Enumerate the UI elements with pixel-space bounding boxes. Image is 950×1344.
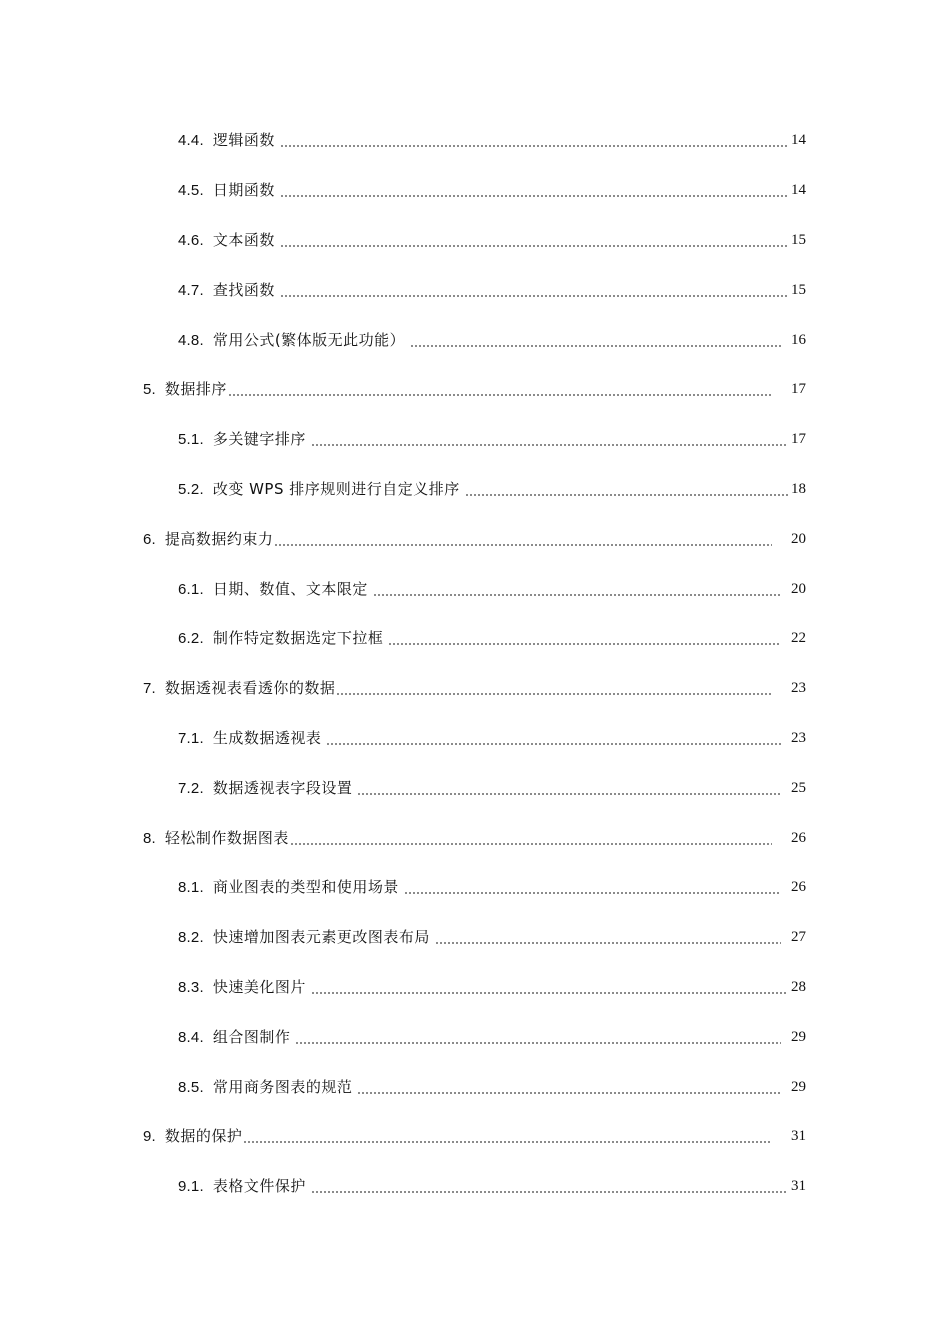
toc-leader-dots	[295, 1030, 781, 1045]
toc-entry-4-4[interactable]	[0, 116, 950, 166]
toc-entry-6-1[interactable]	[0, 564, 950, 614]
toc-leader-dots	[228, 382, 772, 397]
toc-leader-dots	[326, 731, 781, 746]
toc-title: 数据透视表看透你的数据	[164, 679, 336, 698]
toc-entry-7-1[interactable]	[0, 714, 950, 764]
toc-entry-8-3[interactable]	[0, 963, 950, 1013]
toc-page-number: 14	[791, 132, 806, 149]
toc-number: 8.4.	[178, 1028, 204, 1046]
toc-page-number: 31	[791, 1178, 806, 1195]
toc-page-number: 15	[791, 281, 806, 298]
toc-leader-dots	[410, 333, 781, 348]
toc-title: 改变 WPS 排序规则进行自定义排序	[212, 479, 460, 498]
toc-number: 9.	[143, 1128, 156, 1146]
toc-title: 快速美化图片	[212, 977, 306, 996]
toc-entry-7-2[interactable]	[0, 763, 950, 813]
toc-title: 日期、数值、文本限定	[212, 579, 368, 598]
toc-number: 7.1.	[178, 729, 204, 747]
toc-entry-4-6[interactable]	[0, 216, 950, 266]
toc-number: 4.8.	[178, 331, 204, 349]
toc-entry-5-1[interactable]	[0, 415, 950, 465]
toc-leader-dots	[311, 1179, 788, 1194]
toc-page-number: 31	[791, 1128, 806, 1145]
toc-leader-dots	[404, 880, 781, 895]
toc-number: 8.2.	[178, 929, 204, 947]
toc-title: 查找函数	[212, 280, 275, 299]
toc-page-number: 27	[791, 929, 806, 946]
toc-page-number: 26	[791, 829, 806, 846]
toc-title: 逻辑函数	[212, 131, 275, 150]
toc-number: 7.2.	[178, 779, 204, 797]
toc-entry-9[interactable]	[0, 1112, 950, 1162]
toc-leader-dots	[290, 831, 772, 846]
toc-number: 8.5.	[178, 1078, 204, 1096]
toc-leader-dots	[311, 432, 788, 447]
table-of-contents	[0, 116, 950, 1212]
toc-page-number: 23	[791, 729, 806, 746]
toc-number: 8.3.	[178, 978, 204, 996]
toc-title: 提高数据约束力	[164, 529, 274, 548]
toc-title: 数据透视表字段设置	[212, 778, 353, 797]
toc-page-number: 23	[791, 680, 806, 697]
toc-leader-dots	[336, 681, 772, 696]
toc-entry-6[interactable]	[0, 514, 950, 564]
toc-leader-dots	[388, 631, 781, 646]
toc-page-number: 16	[791, 331, 806, 348]
toc-number: 4.4.	[178, 132, 204, 150]
toc-leader-dots	[435, 930, 781, 945]
toc-leader-dots	[243, 1129, 772, 1144]
toc-number: 8.1.	[178, 879, 204, 897]
toc-entry-8-2[interactable]	[0, 913, 950, 963]
toc-entry-6-2[interactable]	[0, 614, 950, 664]
toc-number: 6.2.	[178, 630, 204, 648]
toc-page-number: 17	[791, 431, 806, 448]
toc-title: 商业图表的类型和使用场景	[212, 878, 399, 897]
toc-title: 数据排序	[164, 380, 227, 399]
toc-number: 5.2.	[178, 480, 204, 498]
toc-number: 7.	[143, 680, 156, 698]
toc-leader-dots	[280, 183, 788, 198]
toc-title: 轻松制作数据图表	[164, 828, 289, 847]
toc-title: 表格文件保护	[212, 1177, 306, 1196]
toc-page-number: 26	[791, 879, 806, 896]
toc-title: 组合图制作	[212, 1027, 291, 1046]
toc-number: 4.6.	[178, 231, 204, 249]
toc-number: 8.	[143, 829, 156, 847]
toc-entry-5[interactable]	[0, 365, 950, 415]
toc-number: 5.	[143, 381, 156, 399]
toc-entry-8-1[interactable]	[0, 863, 950, 913]
toc-leader-dots	[357, 781, 781, 796]
toc-leader-dots	[373, 582, 781, 597]
toc-number: 6.1.	[178, 580, 204, 598]
toc-page-number: 20	[791, 580, 806, 597]
toc-entry-7[interactable]	[0, 664, 950, 714]
toc-leader-dots	[357, 1080, 781, 1095]
toc-number: 5.1.	[178, 431, 204, 449]
toc-page-number: 17	[791, 381, 806, 398]
toc-page-number: 25	[791, 779, 806, 796]
toc-number: 6.	[143, 530, 156, 548]
toc-title: 生成数据透视表	[212, 728, 322, 747]
toc-number: 4.5.	[178, 182, 204, 200]
toc-entry-4-7[interactable]	[0, 265, 950, 315]
toc-entry-8-4[interactable]	[0, 1012, 950, 1062]
toc-page-number: 29	[791, 1078, 806, 1095]
toc-leader-dots	[280, 133, 788, 148]
toc-leader-dots	[280, 233, 788, 248]
toc-title: 数据的保护	[164, 1127, 243, 1146]
toc-page-number: 15	[791, 231, 806, 248]
toc-title: 文本函数	[212, 230, 275, 249]
toc-title: 制作特定数据选定下拉框	[212, 629, 384, 648]
toc-page-number: 22	[791, 630, 806, 647]
toc-title: 多关键字排序	[212, 430, 306, 449]
toc-page-number: 18	[791, 480, 806, 497]
toc-page-number: 14	[791, 182, 806, 199]
toc-entry-4-8[interactable]	[0, 315, 950, 365]
toc-entry-8[interactable]	[0, 813, 950, 863]
toc-leader-dots	[311, 980, 788, 995]
toc-entry-4-5[interactable]	[0, 166, 950, 216]
toc-entry-5-2[interactable]	[0, 465, 950, 515]
toc-page-number: 29	[791, 1028, 806, 1045]
toc-entry-8-5[interactable]	[0, 1062, 950, 1112]
toc-title: 快速增加图表元素更改图表布局	[212, 928, 430, 947]
toc-title: 常用商务图表的规范	[212, 1077, 353, 1096]
toc-entry-9-1[interactable]	[0, 1162, 950, 1212]
toc-leader-dots	[280, 283, 788, 298]
toc-page-number: 28	[791, 978, 806, 995]
toc-number: 4.7.	[178, 281, 204, 299]
toc-leader-dots	[465, 482, 788, 497]
toc-title: 常用公式(繁体版无此功能）	[212, 330, 406, 349]
toc-leader-dots	[274, 532, 772, 547]
toc-page-number: 20	[791, 530, 806, 547]
toc-number: 9.1.	[178, 1178, 204, 1196]
toc-title: 日期函数	[212, 181, 275, 200]
